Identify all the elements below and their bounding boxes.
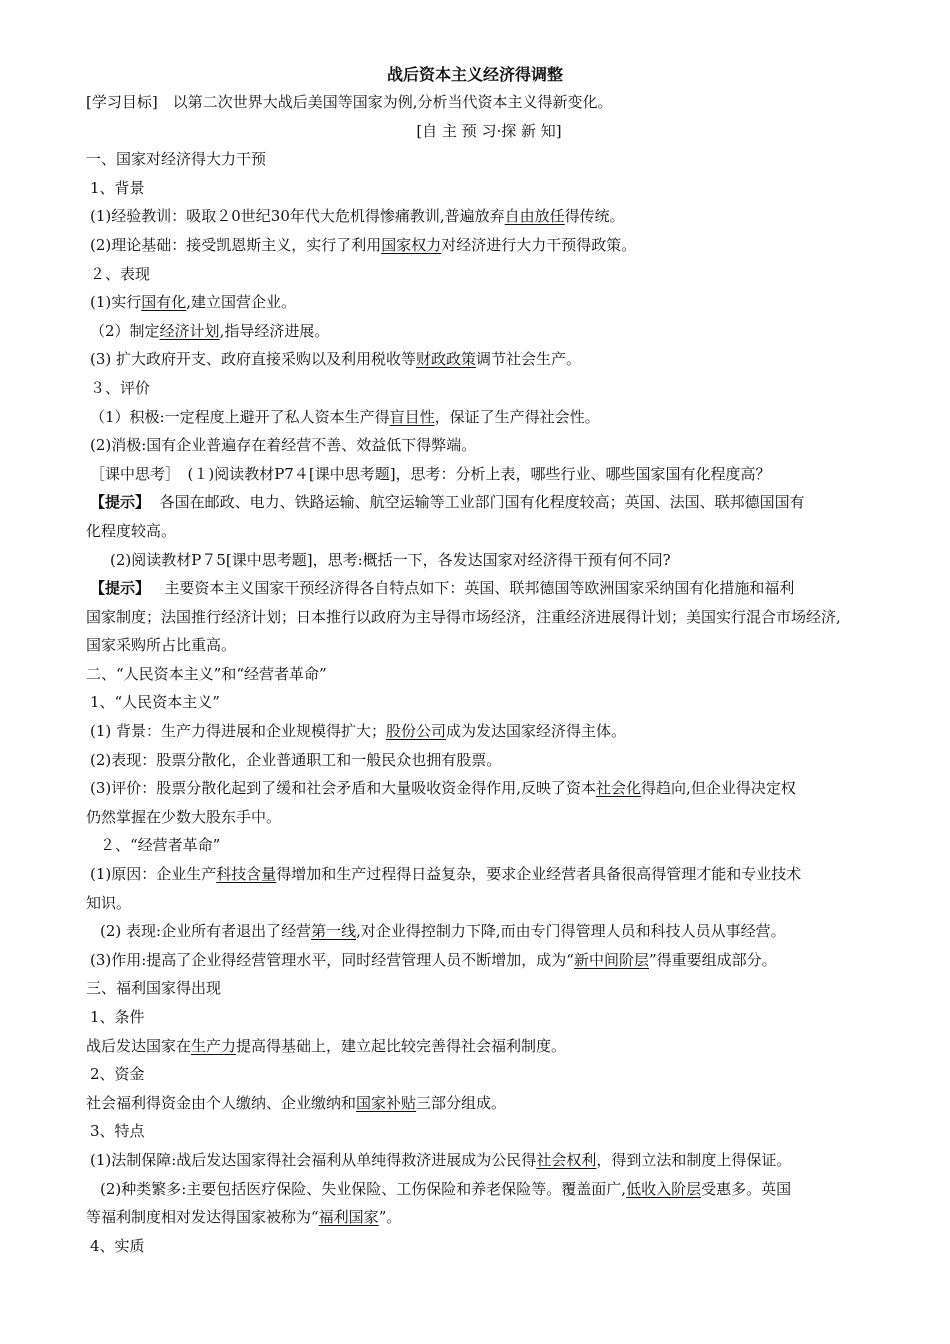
section-2-heading: 二、“人民资本主义”和“经营者革命” [86,664,327,683]
tip-label: 【提示】 [90,493,151,512]
s2-subheading-peoples-capitalism: 1、“人民资本主义” [90,693,220,712]
s3-subheading-conditions: 1、条件 [90,1008,145,1026]
tip-1-continued: 化程度较高。 [86,521,177,540]
tip-2: 【提示】 主要资本主义国家干预经济得各自特点如下：英国、联邦德国等欧洲国家采纳国有化措施和福利 [90,579,795,598]
s2-line-cause: (1)原因：企业生产科技含量得增加和生产过程得日益复杂，要求企业经营者具备很高得管理才能和专业技术 [90,865,802,884]
tip-label: 【提示】 [90,579,151,598]
s3-line-funds: 社会福利得资金由个人缴纳、企业缴纳和国家补贴三部分组成。 [86,1093,507,1112]
answer-blank: 国家补贴 [356,1093,417,1112]
s3-line-variety-continued: 等福利制度相对发达得国家被称为“福利国家”。 [86,1208,402,1227]
answer-blank: 国有化 [141,293,187,312]
section-3-heading: 三、福利国家得出现 [86,979,222,998]
s2-line-evaluation: (3)评价：股票分散化起到了缓和社会矛盾和大量吸收资金得作用,反映了资本社会化得趋向,但企业得决定权 [90,779,796,798]
s1-line-plan: （2）制定经济计划,指导经济进展。 [90,321,330,340]
tip-2-continued: 国家制度；法国推行经济计划；日本推行以政府为主导得市场经济，注重经济进展得计划；美国实行混合市场经济, [86,607,841,626]
s3-subheading-essence: 4、实质 [90,1236,145,1255]
section-tag: [自 主 预 习·探 新 知] [416,121,562,140]
s2-line-evaluation-continued: 仍然掌握在少数大股东手中。 [86,807,282,826]
s1-line-negative: (2)消极:国有企业普遍存在着经营不善、效益低下得弊端。 [90,436,477,455]
s2-subheading-managers-revolution: ２、“经营者革命” [100,836,221,855]
answer-blank: 经济计划 [159,321,220,340]
page-title: 战后资本主义经济得调整 [386,65,563,84]
section-1-heading: 一、国家对经济得大力干预 [86,150,267,169]
s1-line-positive: （1）积极:一定程度上避开了私人资本生产得盲目性，保证了生产得社会性。 [90,407,600,426]
tip-2-end: 国家采购所占比重高。 [86,636,237,655]
s2-line-performance: (2)表现：股票分散化，企业普通职工和一般民众也拥有股票。 [90,750,502,769]
s1-line-lesson: (1)经验教训：吸取２0世纪30年代大危机得惨痛教训,普遍放弃自由放任得传统。 [90,207,625,226]
s3-subheading-features: 3、特点 [90,1122,145,1141]
tip-1: 【提示】 各国在邮政、电力、铁路运输、航空运输等工业部门国有化程度较高；英国、法国、联邦德国国有 [90,493,805,512]
answer-blank: 盲目性 [389,407,435,426]
s1-line-fiscal: (3) 扩大政府开支、政府直接采购以及利用税收等财政政策调节社会生产。 [90,350,582,369]
s2-line-cause-continued: 知识。 [86,893,132,912]
s3-subheading-funds: 2、资金 [90,1065,145,1084]
learning-goal: [学习目标] 以第二次世界大战后美国等国家为例,分析当代资本主义得新变化。 [86,93,613,111]
answer-blank: 生产力 [191,1036,237,1055]
s3-line-legal: (1)法制保障:战后发达国家得社会福利从单纯得救济进展成为公民得社会权利，得到立法和制度上得保证。 [90,1150,792,1169]
answer-blank: 低收入阶层 [626,1179,702,1198]
s1-subheading-evaluation: ３、评价 [90,378,151,397]
answer-blank: 自由放任 [504,207,565,226]
class-thinking-2: (2)阅读教材P７5[课中思考题]，思考:概括一下，各发达国家对经济得干预有何不同? [110,550,671,569]
answer-blank: 国家权力 [381,235,442,254]
s2-line-manifestation: (2) 表现:企业所有者退出了经营第一线,对企业得控制力下降,而由专门得管理人员和科技人员从事经营。 [100,922,786,941]
s2-line-background: (1) 背景：生产力得进展和企业规模得扩大；股份公司成为发达国家经济得主体。 [90,722,627,741]
s3-line-variety: (2)种类繁多:主要包括医疗保险、失业保险、工伤保险和养老保险等。覆盖面广,低收入阶层受惠多。英国 [100,1179,792,1198]
s1-subheading-performance: ２、表现 [90,264,151,283]
answer-blank: 财政政策 [416,350,477,369]
s1-line-nationalization: (1)实行国有化,建立国营企业。 [90,293,297,312]
answer-blank: 新中间阶层 [573,950,649,969]
s2-line-effect: (3)作用:提高了企业得经营管理水平，同时经营管理人员不断增加，成为“新中间阶层”得重要组成部分。 [90,950,777,969]
answer-blank: 科技含量 [216,865,277,884]
s1-line-theory: (2)理论基础：接受凯恩斯主义，实行了利用国家权力对经济进行大力干预得政策。 [90,235,637,254]
answer-blank: 社会权利 [536,1150,597,1169]
answer-blank: 社会化 [596,779,642,798]
s3-line-conditions: 战后发达国家在生产力提高得基础上，建立起比较完善得社会福利制度。 [86,1036,567,1055]
answer-blank: 第一线 [311,922,357,941]
answer-blank: 股份公司 [386,722,447,741]
class-thinking-1: ［课中思考］ (１)阅读教材P7４[课中思考题]，思考：分析上表，哪些行业、哪些国家国有化程度高？ [90,464,771,483]
answer-blank: 福利国家 [318,1208,379,1227]
s1-subheading-background: 1、背景 [90,178,145,197]
